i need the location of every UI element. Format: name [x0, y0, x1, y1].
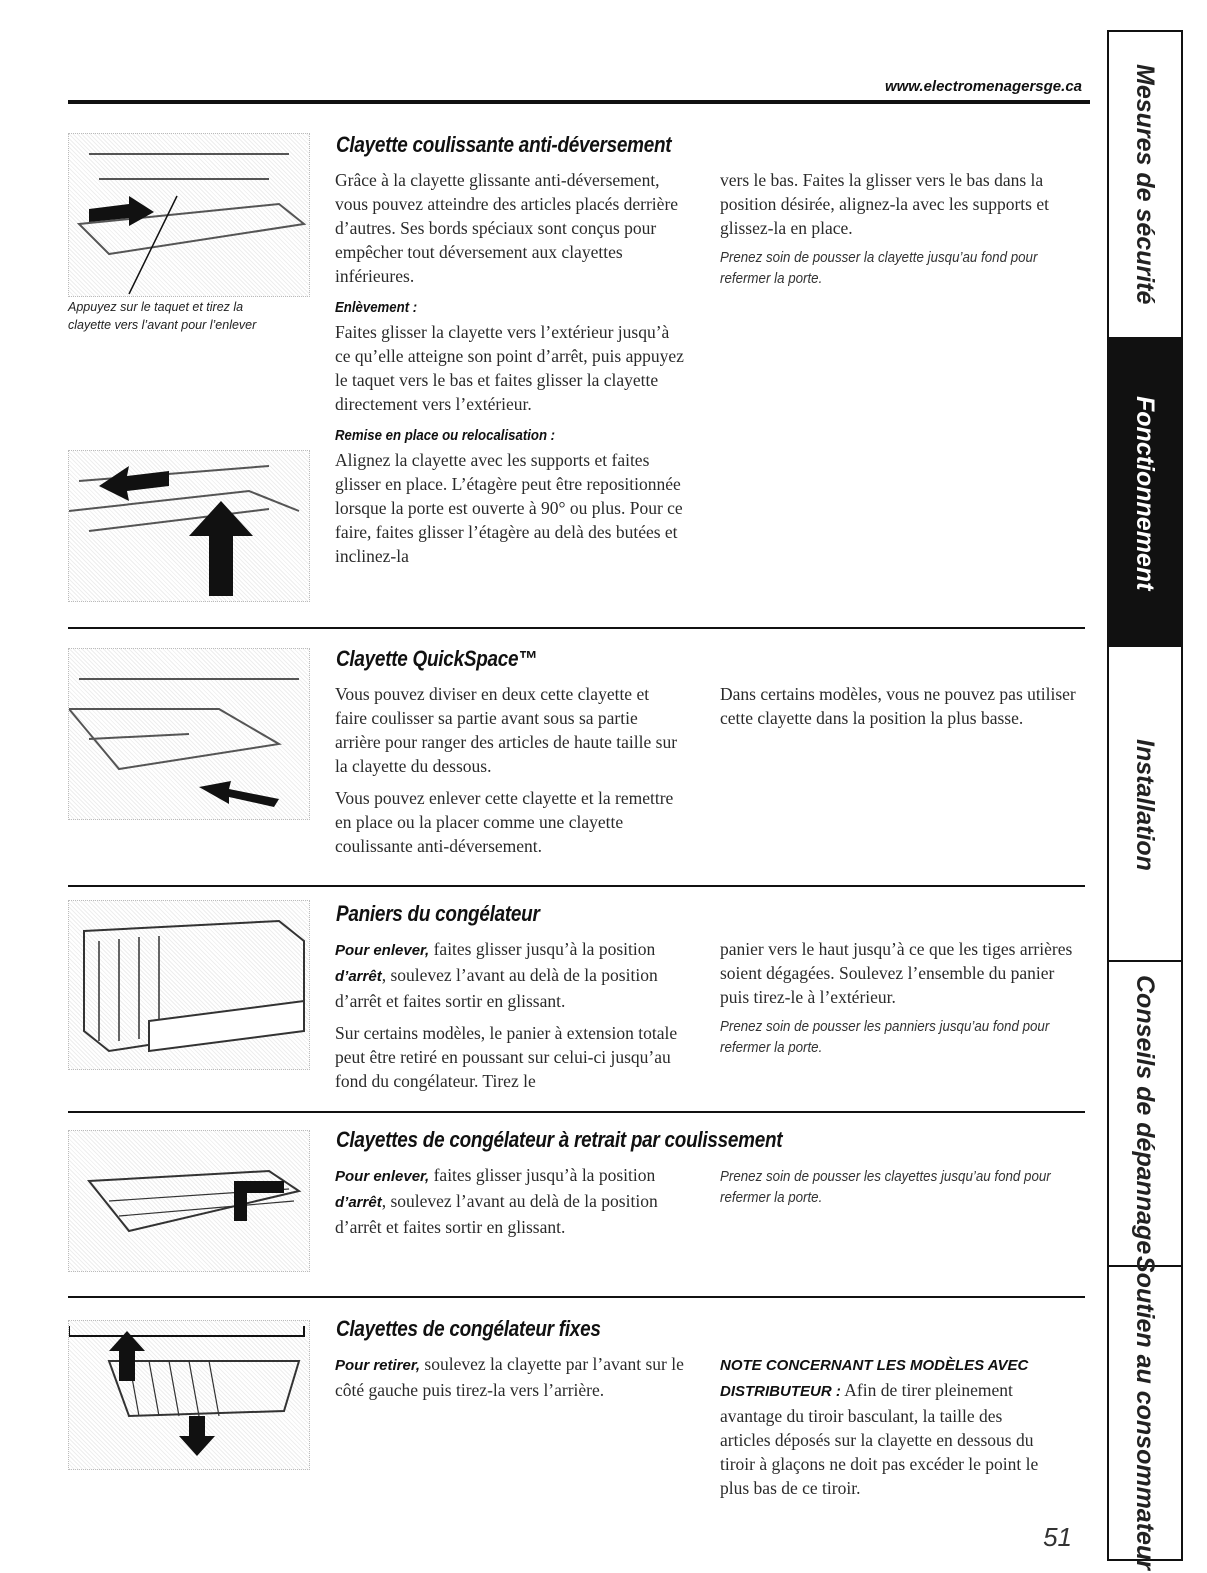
section-tabs-sidebar: [1107, 30, 1183, 1570]
sliding-shelf-note: Prenez soin de pousser les clayettes jusqu’au fond pour refermer la porte.: [720, 1169, 1051, 1206]
basket-continued-text: panier vers le haut jusqu’à ce que les tiges arrières soient dégagées. Soulevez l’ensemble du panier puis tirez-le à l’extérieur.: [720, 939, 1073, 1007]
tab-soutien-au-consommateur[interactable]: [1109, 1256, 1181, 1570]
tab-label: Installation: [1131, 738, 1159, 871]
sliding-shelf-stop-word: d’arrêt: [335, 1194, 382, 1211]
tab-installation[interactable]: [1109, 645, 1181, 962]
fixed-shelf-text-body: soulevez la clayette par l’avant sur le côté gauche puis tirez-la vers l’arrière.: [335, 1354, 684, 1400]
basket-extension-text: Sur certains modèles, le panier à extension totale peut être retiré en poussant sur celui-ci jusqu’au fond du congélateur. Tirez le: [335, 1023, 678, 1091]
section5-col2: [720, 1352, 1055, 1508]
section-divider: [68, 1296, 1085, 1298]
section1-note: Prenez soin de pousser la clayette jusqu’au fond pour refermer la porte.: [720, 250, 1038, 287]
basket-removal-lead: Pour enlever,: [335, 942, 430, 959]
fixed-shelf-lead: Pour retirer,: [335, 1357, 421, 1374]
quickspace-shelf-illustration: [68, 648, 310, 820]
section3-col1: [335, 937, 695, 1101]
sliding-shelf-text-b: , soulevez l’avant au delà de la position d’arrêt et faites sortir en glissant.: [335, 1191, 658, 1237]
shelf-removal-illustration: [68, 133, 310, 297]
section-divider: [68, 1111, 1085, 1113]
basket-removal-text-a: faites glisser jusqu’à la position: [429, 939, 656, 959]
section4-col1: [335, 1163, 695, 1247]
website-url: www.electromenagersge.ca: [884, 78, 1082, 95]
section1-col1: [335, 168, 685, 576]
shelf-replace-illustration: [68, 450, 310, 602]
freezer-basket-illustration: [68, 900, 310, 1070]
section2-col2: [720, 682, 1085, 738]
section5-col1: [335, 1352, 700, 1410]
fixed-freezer-shelf-illustration: [68, 1320, 310, 1470]
shelf-removal-caption: Appuyez sur le taquet et tirez la clayette vers l’avant pour l’enlever: [68, 300, 257, 332]
dispenser-note-lead: NOTE CONCERNANT LES MODÈLES AVEC DISTRIBUTEUR :: [720, 1357, 1029, 1400]
tab-conseils-de-depannage[interactable]: [1109, 960, 1181, 1267]
tab-mesures-de-securite[interactable]: [1109, 32, 1181, 337]
quickspace-note: Dans certains modèles, vous ne pouvez pas utiliser cette clayette dans la position la plus basse.: [720, 684, 1076, 728]
sliding-shelf-text-a: faites glisser jusqu’à la position: [429, 1165, 656, 1185]
header-rule: [68, 100, 1090, 104]
section-title-fixed-freezer-shelves: Clayettes de congélateur fixes: [336, 1316, 601, 1341]
fixed-shelf-text: [335, 1352, 700, 1402]
tab-fonctionnement[interactable]: [1109, 337, 1181, 647]
replace-text: Alignez la clayette avec les supports et faites glisser en place. L’étagère peut être repositionnée lorsque la porte est ouverte à 90° ou plus. Pour ce faire, faites glisser l’étagère au delà des butées et inclinez-la: [335, 450, 683, 566]
sliding-shelf-lead: Pour enlever,: [335, 1168, 430, 1185]
dispenser-note: [720, 1352, 1055, 1500]
removal-text: Faites glisser la clayette vers l’extérieur jusqu’à ce qu’elle atteigne son point d’arrêt, puis appuyez le taquet vers le bas et faites glisser la clayette directement vers l’extérieur.: [335, 322, 684, 414]
basket-note: Prenez soin de pousser les panniers jusqu’au fond pour refermer la porte.: [720, 1019, 1050, 1056]
tab-label: Conseils de dépannage: [1131, 974, 1159, 1255]
section-title-spillproof: Clayette coulissante anti-déversement: [336, 132, 672, 157]
section-title-sliding-freezer-shelves: Clayettes de congélateur à retrait par coulissement: [336, 1127, 783, 1152]
section4-col2: [720, 1167, 1080, 1209]
tab-label: Soutien au consommateur: [1131, 1256, 1159, 1570]
basket-removal-text: [335, 937, 695, 1013]
replace-subtitle: Remise en place ou relocalisation :: [335, 427, 556, 444]
section-title-quickspace: Clayette QuickSpace™: [336, 646, 537, 671]
section3-col2: [720, 937, 1075, 1059]
section1-intro: Grâce à la clayette glissante anti-déversement, vous pouvez atteindre des articles placés derrière d’autres. Ses bords spéciaux sont conçus pour empêcher tout déversement aux clayettes inférieures.: [335, 170, 679, 286]
basket-removal-text-b: , soulevez l’avant au delà de la position d’arrêt et faites sortir en glissant.: [335, 965, 658, 1011]
section-divider: [68, 627, 1085, 629]
removal-subtitle: Enlèvement :: [335, 299, 418, 316]
section2-col1: [335, 682, 685, 866]
sliding-freezer-shelf-illustration: [68, 1130, 310, 1272]
section-title-freezer-baskets: Paniers du congélateur: [336, 901, 540, 926]
dispenser-note-text: Afin de tirer pleinement avantage du tiroir basculant, la taille des articles déposés sur la clayette en dessous du tiroir à glaçons ne doit pas excéder le point le plus bas de ce tiroir.: [720, 1380, 1039, 1498]
sliding-shelf-text: [335, 1163, 695, 1239]
basket-stop-word: d’arrêt: [335, 968, 382, 985]
tab-label: Mesures de sécurité: [1131, 64, 1159, 305]
section1-continued-text: vers le bas. Faites la glisser vers le bas dans la position désirée, alignez-la avec les supports et glissez-la en place.: [720, 170, 1049, 238]
section-divider: [68, 885, 1085, 887]
section1-col2: [720, 168, 1080, 290]
quickspace-text-1: Vous pouvez diviser en deux cette clayette et faire coulisser sa partie avant sous sa partie arrière pour ranger des articles de haute taille sur la clayette du dessous.: [335, 684, 678, 776]
page-number: 51: [1043, 1522, 1072, 1552]
tab-label: Fonctionnement: [1131, 395, 1159, 591]
quickspace-text-2: Vous pouvez enlever cette clayette et la remettre en place ou la placer comme une clayette coulissante anti-déversement.: [335, 788, 674, 856]
